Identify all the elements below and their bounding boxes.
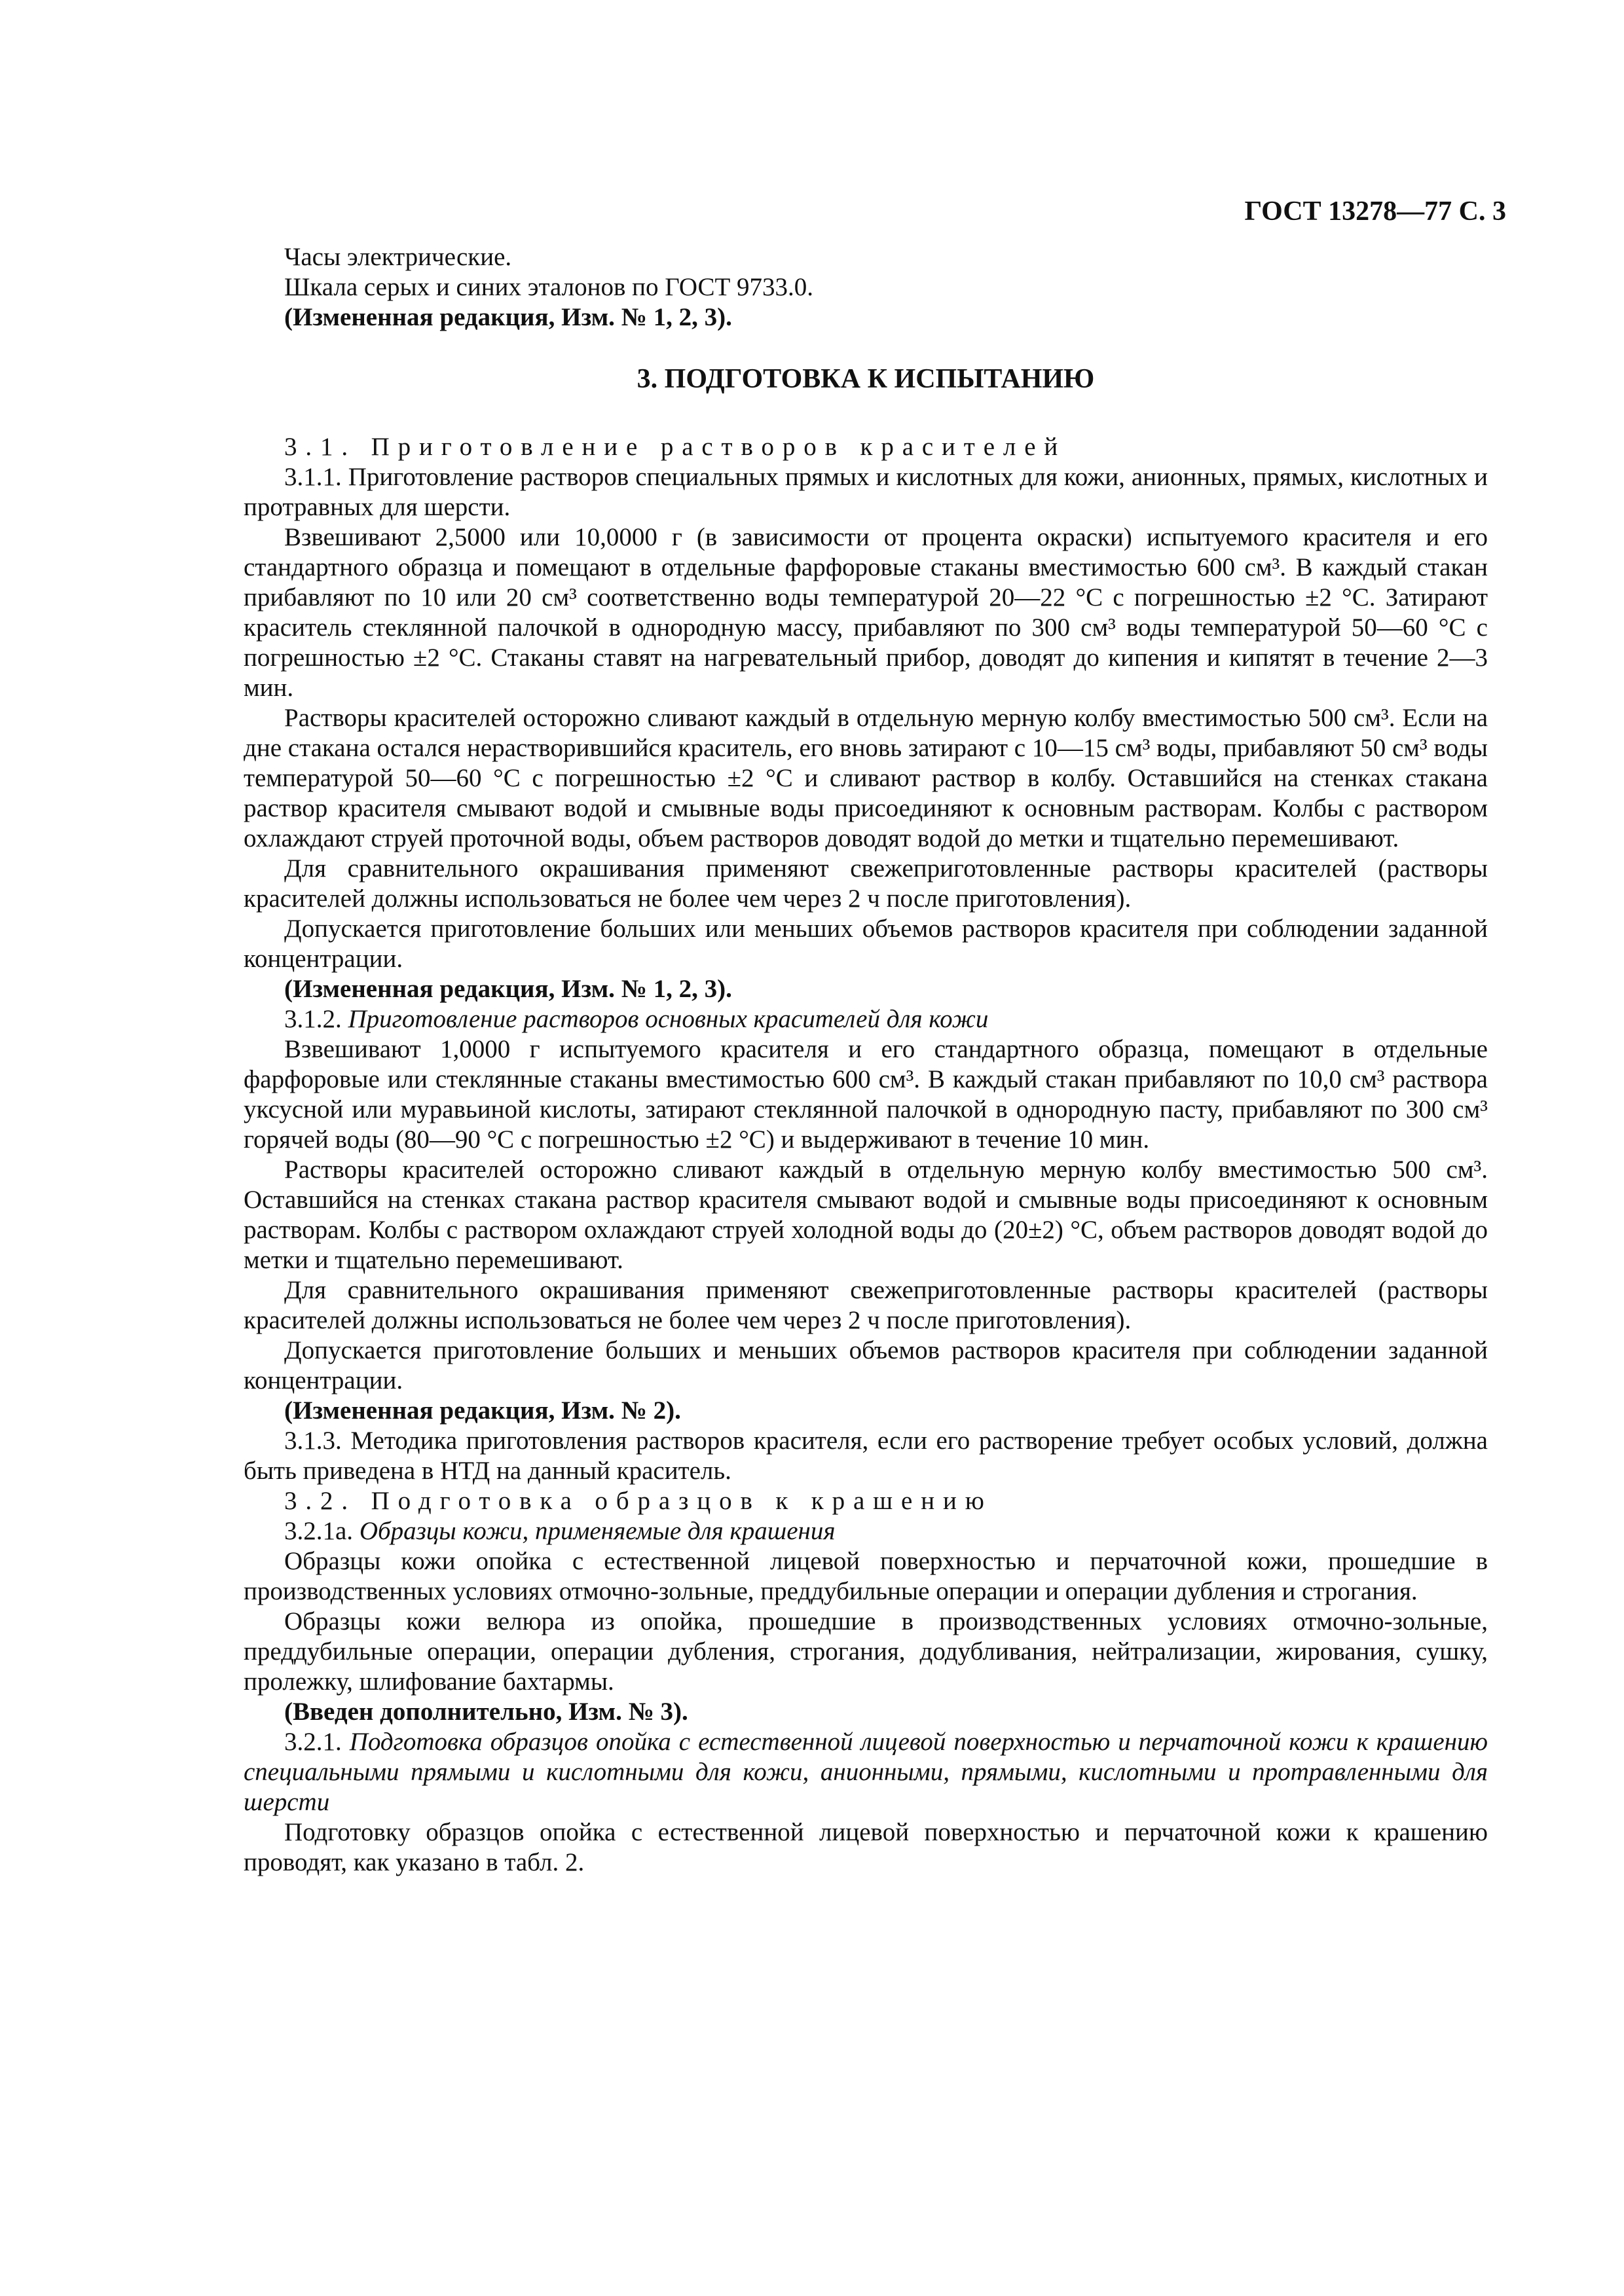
clause-title: Приготовление растворов основных красителей для кожи <box>348 1005 989 1033</box>
amendment-note: (Измененная редакция, Изм. № 1, 2, 3). <box>284 303 732 331</box>
clause-number: 3.1.2. <box>284 1005 342 1033</box>
amendment-note: (Введен дополнительно, Изм. № 3). <box>284 1698 688 1726</box>
paragraph: Образцы кожи велюра из опойка, прошедшие в производственных условиях отмочно-зольные, преддубильные операции, операции дубления, строгания, додубливания, нейтрализации, жирования, сушку, пролежку, шлифование бахтармы. <box>244 1607 1488 1696</box>
paragraph: Взвешивают 1,0000 г испытуемого красителя и его стандартного образца, помещают в отдельные фарфоровые или стеклянные стаканы вместимостью 600 см³. В каждый стакан прибавляют по 10,0 см³ раствора уксусной или муравьиной кислоты, затирают стеклянной палочкой в однородную пасту, прибавляют по 300 см³ горячей воды (80—90 °С с погрешностью ±2 °С) и выдерживают в течение 10 мин. <box>244 1035 1488 1154</box>
clause-title: Образцы кожи, применяемые для крашения <box>359 1517 836 1545</box>
paragraph: Для сравнительного окрашивания применяют свежеприготовленные растворы красителей (растворы красителей должны использоваться не более чем через 2 ч после приготовления). <box>244 1276 1488 1334</box>
paragraph: Взвешивают 2,5000 или 10,0000 г (в зависимости от процента окраски) испытуемого красителя и его стандартного образца и помещают в отдельные фарфоровые стаканы вместимостью 600 см³. В каждый стакан прибавляют по 10 или 20 см³ соответственно воды температурой 20—22 °С с погрешностью ±2 °С. Затирают краситель стеклянной палочкой в однородную массу, прибавляют по 300 см³ воды температурой 50—60 °С с погрешностью ±2 °С. Стаканы ставят на нагревательный прибор, доводят до кипения и кипятят в течение 2—3 мин. <box>244 523 1488 702</box>
clause-3-2-1a <box>244 1516 1488 1546</box>
paragraph: Растворы красителей осторожно сливают каждый в отдельную мерную колбу вместимостью 500 см³. Оставшийся на стенках стакана раствор красителя смывают водой и смывные воды присоединяют к основным растворам. Колбы с раствором охлаждают струей холодной воды до (20±2) °С, объем растворов доводят водой до метки и тщательно перемешивают. <box>244 1156 1488 1274</box>
clause-title: Подготовка образцов опойка с естественной лицевой поверхностью и перчаточной кожи к крашению специальными прямыми и кислотными для кожи, анионными, прямыми, кислотными и протравленными для шерсти <box>244 1728 1488 1816</box>
clause-number: 3.2.1. <box>284 1728 342 1756</box>
paragraph: Подготовку образцов опойка с естественной лицевой поверхностью и перчаточной кожи к крашению проводят, как указано в табл. 2. <box>244 1818 1488 1876</box>
paragraph: Допускается приготовление больших или меньших объемов растворов красителя при соблюдении заданной концентрации. <box>244 915 1488 973</box>
clause-3-1-3: 3.1.3. Методика приготовления растворов красителя, если его растворение требует особых условий, должна быть приведена в НТД на данный краситель. <box>244 1427 1488 1485</box>
document-body <box>244 242 1488 1878</box>
subsection-heading: 3.1. Приготовление растворов красителей <box>284 433 1067 461</box>
list-item: Шкала серых и синих эталонов по ГОСТ 9733.0. <box>284 273 814 301</box>
amendment-note: (Измененная редакция, Изм. № 2). <box>284 1396 681 1425</box>
paragraph: Для сравнительного окрашивания применяют свежеприготовленные растворы красителей (растворы красителей должны использоваться не более чем через 2 ч после приготовления). <box>244 854 1488 913</box>
section-title: 3. ПОДГОТОВКА К ИСПЫТАНИЮ <box>637 364 1095 394</box>
clause-3-2-1 <box>244 1727 1488 1817</box>
paragraph: Образцы кожи опойка с естественной лицевой поверхностью и перчаточной кожи, прошедшие в производственных условиях отмочно-зольные, преддубильные операции и операции дубления и строгания. <box>244 1547 1488 1605</box>
list-item: Часы электрические. <box>284 243 512 271</box>
paragraph: Растворы красителей осторожно сливают каждый в отдельную мерную колбу вместимостью 500 см³. Если на дне стакана остался нерастворившийся краситель, его вновь затирают с 10—15 см³ воды, прибавляют 50 см³ воды температурой 50—60 °С с погрешностью ±2 °С и сливают раствор в колбу. Оставшийся на стенках стакана раствор красителя смывают водой и смывные воды присоединяют к основным растворам. Колбы с раствором охлаждают струей проточной воды, объем растворов доводят водой до метки и тщательно перемешивают. <box>244 704 1488 852</box>
page-header: ГОСТ 13278—77 С. 3 <box>1244 196 1506 227</box>
subsection-heading: 3.2. Подготовка образцов к крашению <box>284 1487 993 1515</box>
amendment-note: (Измененная редакция, Изм. № 1, 2, 3). <box>284 975 732 1003</box>
clause-number: 3.2.1а. <box>284 1517 354 1545</box>
clause-3-1-1: 3.1.1. Приготовление растворов специальных прямых и кислотных для кожи, анионных, прямых, кислотных и протравных для шерсти. <box>244 463 1488 521</box>
clause-3-1-2 <box>244 1004 1488 1034</box>
paragraph: Допускается приготовление больших и меньших объемов растворов красителя при соблюдении заданной концентрации. <box>244 1336 1488 1394</box>
